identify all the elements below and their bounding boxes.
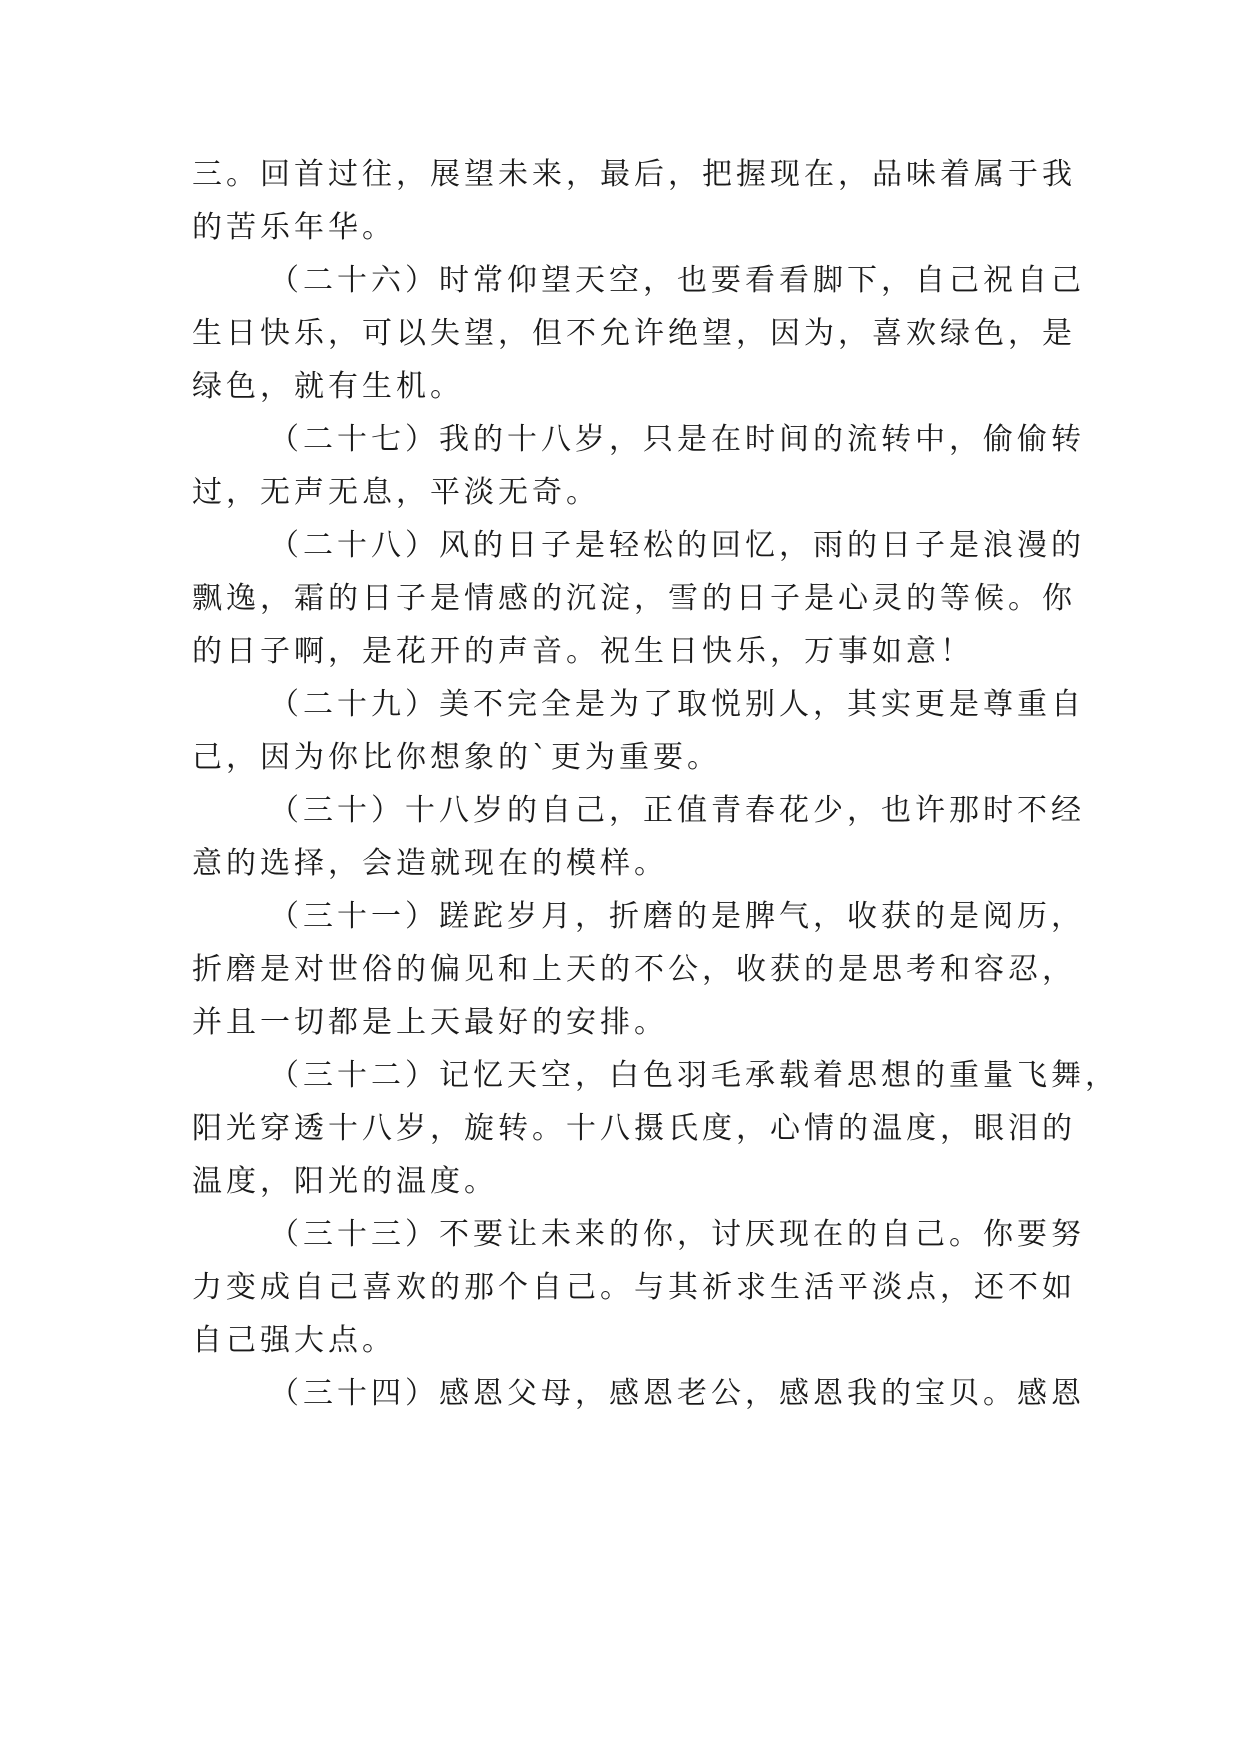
text-line: 三。回首过往，展望未来，最后，把握现在，品味着属于我 xyxy=(192,157,1076,192)
text-line: 的苦乐年华。 xyxy=(192,210,396,245)
paragraph-first-line: （三十）十八岁的自己，正值青春花少，也许那时不经 xyxy=(269,793,1085,828)
text-line: 绿色，就有生机。 xyxy=(192,369,464,404)
text-line: 己，因为你比你想象的`更为重要。 xyxy=(192,740,721,775)
text-line: 意的选择，会造就现在的模样。 xyxy=(192,846,668,881)
text-line: 温度，阳光的温度。 xyxy=(192,1164,498,1199)
text-line: 生日快乐，可以失望，但不允许绝望，因为，喜欢绿色，是 xyxy=(192,316,1076,351)
paragraph-first-line: （二十七）我的十八岁，只是在时间的流转中，偷偷转 xyxy=(269,422,1085,457)
text-line: 的日子啊，是花开的声音。祝生日快乐，万事如意！ xyxy=(192,634,974,669)
paragraph-first-line: （二十八）风的日子是轻松的回忆，雨的日子是浪漫的 xyxy=(269,528,1085,563)
paragraph-first-line: （二十九）美不完全是为了取悦别人，其实更是尊重自 xyxy=(269,687,1085,722)
text-line: 飘逸，霜的日子是情感的沉淀，雪的日子是心灵的等候。你 xyxy=(192,581,1076,616)
paragraph-first-line: （三十三）不要让未来的你，讨厌现在的自己。你要努 xyxy=(269,1217,1085,1252)
paragraph-first-line: （三十一）蹉跎岁月，折磨的是脾气，收获的是阅历， xyxy=(269,899,1085,934)
paragraph-first-line: （三十二）记忆天空，白色羽毛承载着思想的重量飞舞， xyxy=(269,1058,1119,1093)
text-line: 折磨是对世俗的偏见和上天的不公，收获的是思考和容忍， xyxy=(192,952,1076,987)
text-line: 力变成自己喜欢的那个自己。与其祈求生活平淡点，还不如 xyxy=(192,1270,1076,1305)
text-line: 自己强大点。 xyxy=(192,1323,396,1358)
paragraph-first-line: （三十四）感恩父母，感恩老公，感恩我的宝贝。感恩 xyxy=(269,1376,1085,1411)
text-line: 阳光穿透十八岁，旋转。十八摄氏度，心情的温度，眼泪的 xyxy=(192,1111,1076,1146)
text-line: 并且一切都是上天最好的安排。 xyxy=(192,1005,668,1040)
text-line: 过，无声无息，平淡无奇。 xyxy=(192,475,600,510)
paragraph-first-line: （二十六）时常仰望天空，也要看看脚下，自己祝自己 xyxy=(269,263,1085,298)
